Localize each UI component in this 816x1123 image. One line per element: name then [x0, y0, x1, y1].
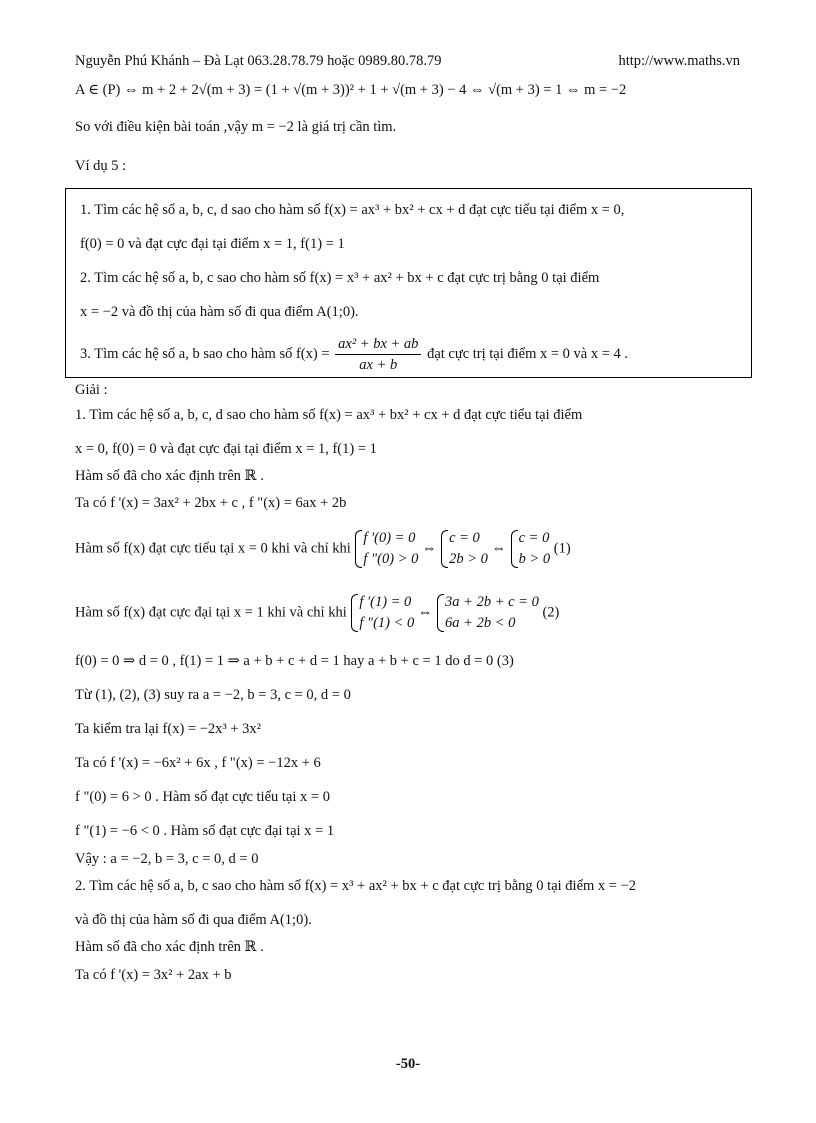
solution-1-line-1: 1. Tìm các hệ số a, b, c, d sao cho hàm số f(x) = ax³ + bx² + cx + d đạt cực tiểu tại điểm — [75, 407, 583, 423]
intro-conclusion: So với điều kiện bài toán ,vậy m = −2 là giá trị cần tìm. — [75, 119, 397, 135]
check-maximum: f "(1) = −6 < 0 . Hàm số đạt cực đại tại x = 1 — [75, 823, 335, 839]
problem-2-line-2: x = −2 và đồ thị của hàm số đi qua điểm A(1;0). — [80, 304, 359, 320]
problem-box — [65, 188, 752, 378]
system-row: c = 0 — [449, 530, 480, 546]
maximum-system-2 — [436, 592, 539, 634]
header-website: http://www.maths.vn — [618, 53, 740, 69]
result-line: Từ (1), (2), (3) suy ra a = −2, b = 3, c = 0, d = 0 — [75, 687, 351, 703]
problem-1-line-2: f(0) = 0 và đạt cực đại tại điểm x = 1, f(1) = 1 — [80, 236, 345, 252]
problem-3 — [80, 335, 628, 374]
problem-3-denominator: ax + b — [359, 357, 398, 373]
system-row: c = 0 — [518, 530, 550, 546]
system-row: b > 0 — [518, 551, 551, 567]
equivalence-symbol: ⇔ — [491, 540, 506, 557]
check-function: Ta kiểm tra lại f(x) = −2x³ + 3x² — [75, 721, 262, 737]
solution-2-line-1: 2. Tìm các hệ số a, b, c sao cho hàm số f(x) = x³ + ax² + bx + c đạt cực trị bằng 0 tại điểm x = −2 — [75, 878, 637, 894]
solution-2-derivative: Ta có f '(x) = 3x² + 2ax + b — [75, 967, 232, 983]
problem-3-prefix: 3. Tìm các hệ số a, b sao cho hàm số f(x) = — [80, 345, 330, 362]
equation-label-2: (2) — [542, 604, 560, 621]
domain-2: Hàm số đã cho xác định trên ℝ . — [75, 939, 264, 955]
check-derivatives: Ta có f '(x) = −6x² + 6x , f "(x) = −12x + 6 — [75, 755, 321, 771]
system-row: f "(1) < 0 — [359, 615, 415, 631]
solution-title: Giải : — [75, 382, 108, 398]
minimum-text: Hàm số f(x) đạt cực tiểu tại x = 0 khi và chỉ khi — [75, 540, 351, 557]
equation-label-1: (1) — [553, 540, 571, 557]
problem-3-numerator: ax² + bx + ab — [335, 335, 421, 355]
intro-equation: A ∈ (P) ⇔ m + 2 + 2√(m + 3) = (1 + √(m + 3))² + 1 + √(m + 3) − 4 ⇔ √(m + 3) = 1 ⇔ m = −2 — [75, 82, 627, 98]
derivatives: Ta có f '(x) = 3ax² + 2bx + c , f "(x) = 6ax + 2b — [75, 495, 347, 511]
header-author: Nguyễn Phú Khánh – Đà Lạt 063.28.78.79 hoặc 0989.80.78.79 — [75, 53, 442, 69]
system-row: f '(0) = 0 — [363, 530, 416, 546]
problem-2-line-1: 2. Tìm các hệ số a, b, c sao cho hàm số f(x) = x³ + ax² + bx + c đạt cực trị bằng 0 tại điểm — [80, 270, 600, 286]
maximum-text: Hàm số f(x) đạt cực đại tại x = 1 khi và chỉ khi — [75, 604, 347, 621]
problem-3-suffix: đạt cực trị tại điểm x = 0 và x = 4 . — [427, 345, 629, 362]
answer-line: Vậy : a = −2, b = 3, c = 0, d = 0 — [75, 851, 259, 867]
equation-3: f(0) = 0 ⇒ d = 0 , f(1) = 1 ⇒ a + b + c + d = 1 hay a + b + c = 1 do d = 0 (3) — [75, 653, 514, 669]
solution-2-line-2: và đồ thị của hàm số đi qua điểm A(1;0). — [75, 912, 312, 928]
page-number: -50- — [395, 1056, 421, 1072]
problem-1-line-1: 1. Tìm các hệ số a, b, c, d sao cho hàm số f(x) = ax³ + bx² + cx + d đạt cực tiểu tại điểm x = 0, — [80, 202, 625, 218]
domain-1: Hàm số đã cho xác định trên ℝ . — [75, 468, 264, 484]
minimum-system-1 — [354, 528, 418, 570]
system-row: f "(0) > 0 — [363, 551, 419, 567]
problem-3-fraction — [335, 335, 421, 374]
check-minimum: f "(0) = 6 > 0 . Hàm số đạt cực tiểu tại x = 0 — [75, 789, 330, 805]
example-title: Ví dụ 5 : — [75, 158, 127, 174]
system-row: f '(1) = 0 — [359, 594, 412, 610]
equivalence-symbol: ⇔ — [421, 540, 437, 557]
maximum-condition — [75, 592, 559, 634]
minimum-system-3 — [510, 528, 551, 570]
minimum-condition — [75, 528, 571, 570]
system-row: 6a + 2b < 0 — [445, 615, 516, 631]
solution-1-line-2: x = 0, f(0) = 0 và đạt cực đại tại điểm x = 1, f(1) = 1 — [75, 441, 377, 457]
system-row: 3a + 2b + c = 0 — [445, 594, 539, 610]
minimum-system-2 — [440, 528, 488, 570]
maximum-system-1 — [350, 592, 414, 634]
equivalence-symbol: ⇔ — [417, 604, 433, 621]
system-row: 2b > 0 — [449, 551, 488, 567]
